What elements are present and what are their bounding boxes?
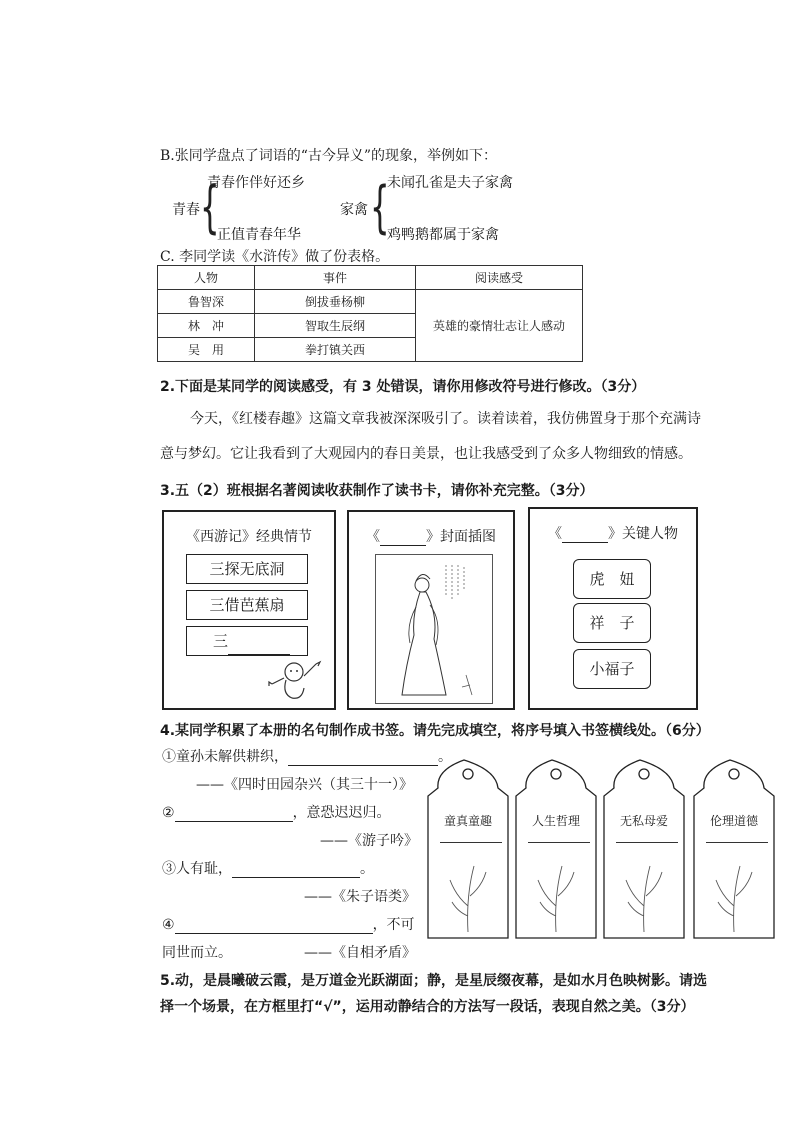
q5-title-line1: 5.动，是晨曦破云霞，是万道金光跃湖面；静，是星辰缀夜幕，是如水月色映树影。请选 bbox=[160, 973, 708, 989]
word-jiaqin: 家禽 bbox=[340, 202, 368, 218]
jiaqin-ancient: 未闻孔雀是夫子家禽 bbox=[387, 175, 513, 191]
q4-sentence-4-cont: 同世而立。 bbox=[162, 945, 232, 961]
blank-line[interactable] bbox=[562, 528, 608, 543]
table-header: 人物 bbox=[158, 266, 255, 290]
table-header: 事件 bbox=[255, 266, 416, 290]
character-box: 祥 子 bbox=[573, 603, 651, 643]
q2-paragraph-line2: 意与梦幻。它让我看到了大观园内的春日美景，也让我感受到了众多人物细致的情感。 bbox=[160, 446, 692, 462]
table-header: 阅读感受 bbox=[416, 266, 583, 290]
shuihu-table bbox=[157, 265, 583, 362]
blank-line[interactable] bbox=[175, 807, 293, 822]
card-title: 《西游记》经典情节 bbox=[186, 529, 312, 545]
table-cell-person: 林 冲 bbox=[158, 314, 255, 338]
bookmark-blank[interactable] bbox=[440, 842, 502, 843]
q4-source-2: ——《游子吟》 bbox=[320, 833, 418, 849]
q4-sentence-1: ①童孙未解供耕织， 。 bbox=[162, 749, 452, 765]
table-cell-person: 鲁智深 bbox=[158, 290, 255, 314]
reading-card-characters bbox=[528, 507, 698, 710]
bookmark-label: 人生哲理 bbox=[531, 814, 580, 828]
table-cell-event: 拳打镇关西 bbox=[255, 338, 416, 362]
blank-line[interactable] bbox=[232, 863, 360, 878]
bookmark-blank[interactable] bbox=[528, 842, 590, 843]
table-cell-person: 吴 用 bbox=[158, 338, 255, 362]
plot-box: 三探无底洞 bbox=[186, 554, 308, 584]
q4-sentence-3: ③人有耻， 。 bbox=[162, 861, 374, 877]
plot-box: 三借芭蕉扇 bbox=[186, 590, 308, 620]
brace-icon: { bbox=[200, 175, 220, 240]
bookmark-blank[interactable] bbox=[616, 842, 678, 843]
plot-prefix: 三 bbox=[213, 632, 229, 650]
blank-line[interactable] bbox=[175, 919, 373, 934]
card-title: 《 》关键人物 bbox=[548, 526, 678, 542]
monkey-illustration-icon bbox=[264, 652, 328, 702]
blank-line[interactable] bbox=[380, 531, 426, 546]
cover-illustration-frame bbox=[375, 554, 493, 704]
table-cell-feeling: 英雄的豪情壮志让人感动 bbox=[416, 290, 583, 362]
card-title: 《 》封面插图 bbox=[366, 529, 496, 545]
lady-illustration-icon bbox=[376, 555, 492, 703]
q4-source-3: ——《朱子语类》 bbox=[304, 889, 416, 905]
q4-source-4: ——《自相矛盾》 bbox=[304, 945, 416, 961]
q4-source-1: ——《四时田园杂兴（其三十一）》 bbox=[196, 777, 413, 793]
bookmark-blank[interactable] bbox=[706, 842, 768, 843]
section-c-intro: C. 李同学读《水浒传》做了份表格。 bbox=[160, 249, 390, 265]
bookmark-label: 无私母爱 bbox=[619, 814, 668, 828]
character-box: 虎 妞 bbox=[573, 559, 651, 599]
blank-line[interactable] bbox=[288, 751, 438, 766]
q4-sentence-4: ④ ，不可 bbox=[162, 917, 415, 933]
table-cell-event: 智取生辰纲 bbox=[255, 314, 416, 338]
q5-title-line2: 择一个场景，在方框里打“√”，运用动静结合的方法写一段话，表现自然之美。（3分） bbox=[160, 999, 695, 1015]
reading-card-cover bbox=[347, 510, 515, 710]
word-qingchun: 青春 bbox=[172, 202, 200, 218]
character-box: 小福子 bbox=[573, 649, 651, 689]
bookmarks-graphic bbox=[426, 756, 776, 948]
q4-sentence-2: ② ，意恐迟迟归。 bbox=[162, 805, 391, 821]
brace-icon: { bbox=[370, 175, 390, 240]
q2-title: 2.下面是某同学的阅读感受，有 3 处错误，请你用修改符号进行修改。（3分） bbox=[160, 379, 646, 395]
qingchun-ancient: 青春作伴好还乡 bbox=[207, 175, 305, 191]
q4-title: 4.某同学积累了本册的名句制作成书签。请先完成填空，将序号填入书签横线处。（6分） bbox=[160, 723, 710, 739]
bookmark-label: 伦理道德 bbox=[709, 814, 758, 828]
section-b-intro: B.张同学盘点了词语的“古今异义”的现象，举例如下： bbox=[160, 148, 498, 164]
qingchun-modern: 正值青春年华 bbox=[217, 227, 301, 243]
table-cell-event: 倒拔垂杨柳 bbox=[255, 290, 416, 314]
reading-card-xiyouji bbox=[162, 510, 336, 710]
bookmark-label: 童真童趣 bbox=[443, 814, 492, 828]
jiaqin-modern: 鸡鸭鹅都属于家禽 bbox=[387, 227, 499, 243]
q2-paragraph-line1: 今天，《红楼春趣》这篇文章我被深深吸引了。读着读着，我仿佛置身于那个充满诗 bbox=[190, 411, 701, 427]
q3-title: 3.五（2）班根据名著阅读收获制作了读书卡，请你补充完整。（3分） bbox=[160, 483, 594, 499]
